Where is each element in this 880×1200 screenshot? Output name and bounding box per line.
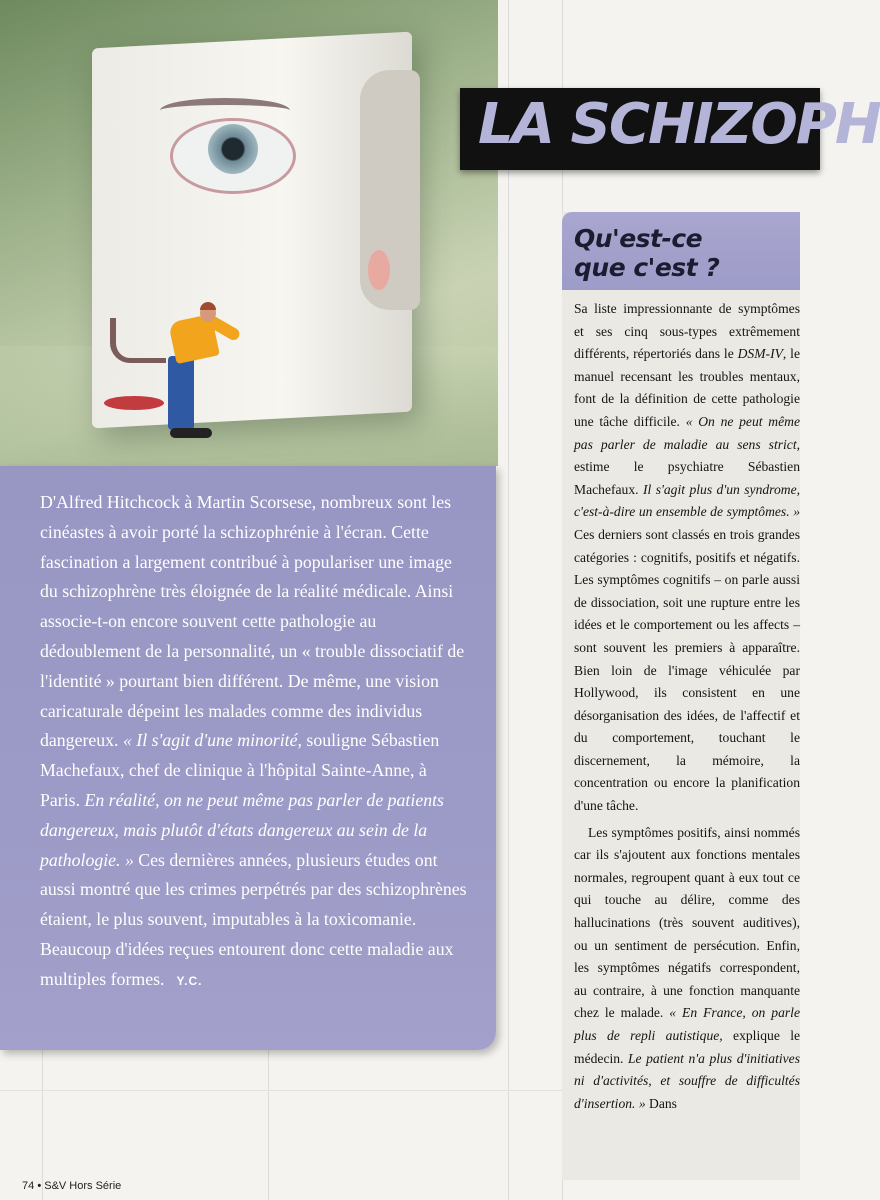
page-folio — [22, 1180, 121, 1192]
page-number: 74 — [22, 1180, 35, 1192]
sidebar-body — [574, 298, 800, 1115]
iris — [208, 124, 258, 174]
figurine-shoes — [170, 428, 212, 438]
quote-span: Le patient n'a plus d'initiatives ni d'activités, et souffre de difficultés d'insertion. » — [574, 1050, 801, 1111]
figurine-legs — [168, 356, 194, 430]
intro-text-a: D'Alfred Hitchcock à Martin Scorsese, nombreux sont les cinéastes à avoir porté la schizophrénie à l'écran. Cette fascination a largement contribué à populariser une image du schizophrène très éloignée de la réalité médicale. Ainsi associe-t-on encore souvent cette pathologie au dédoublement de la personnalité, un « trouble dissociatif de l'identité » pourtant bien différent. De même, une vision caricaturale dépeint les malades comme des individus dangereux. — [40, 492, 465, 751]
publication-name: S&V Hors Série — [44, 1180, 122, 1192]
quote-span: « En France, on parle plus de repli autistique, — [574, 1005, 800, 1043]
intro-box — [0, 466, 496, 1050]
sidebar-paragraph-1 — [574, 298, 800, 818]
sidebar-column — [562, 212, 800, 1180]
text-span: Les symptômes positifs, ainsi nommés car ils s'ajoutent aux fonctions mentales normales, regroupent quant à eux tout ce qui touche au délire, comme des hallucinations (très souvent auditives), ou un sentiment de persécution. Enfin, les symptômes négatifs correspondent, au contraire, à une fonction manquante chez le malade. — [574, 824, 800, 1021]
text-span: explique le médecin. — [574, 1028, 800, 1066]
intro-paragraph — [40, 488, 470, 997]
page-title: LA SCHIZOPH — [478, 92, 880, 157]
sidebar-paragraph-2 — [574, 822, 800, 1116]
sidebar-header — [562, 212, 800, 290]
sidebar-heading-line2: que c'est ? — [574, 253, 720, 282]
title-banner — [460, 88, 880, 170]
text-span: DSM-IV — [737, 346, 783, 362]
text-span: estime le psychiatre Sébastien Machefaux. — [574, 459, 800, 497]
quote-span: Il s'agit plus d'un syndrome, c'est-à-dire un ensemble de symptômes. » — [574, 481, 801, 520]
quote-span: « On ne peut même pas parler de maladie au sens strict, — [574, 413, 800, 452]
sidebar-heading — [574, 224, 774, 282]
intro-quote-2: En réalité, on ne peut même pas parler de patients dangereux, mais plutôt d'états dangereux au sein de la pathologie. » — [40, 789, 444, 870]
grid-line — [508, 0, 509, 1200]
author-signature: Y.C. — [176, 973, 203, 988]
intro-quote-1: « Il s'agit d'une minorité, — [122, 730, 302, 751]
text-span: Ces derniers sont classés en trois grandes catégories : cognitifs, positifs et négatifs. Les symptômes cognitifs – on parle aussi de dissociation, soit une rupture entre les idées et le comportement ou les affects – sont souvent les premiers à apparaître. Bien loin de l'image véhiculée par Hollywood, ils consistent en une désorganisation des idées, de l'affectif et du comportement, touchant le discernement, la mémoire, la concentration ou encore la planification d'une tâche. — [574, 526, 800, 814]
intro-text-c: Ces dernières années, plusieurs études ont aussi montré que les crimes perpétrés par des schizophrènes étaient, le plus souvent, imputables à la toxicomanie. Beaucoup d'idées reçues entourent donc cette maladie aux multiples formes. — [40, 849, 467, 989]
photo-eye-figurine — [0, 0, 498, 466]
ear — [368, 250, 390, 290]
folio-bullet: • — [37, 1180, 42, 1192]
sidebar-heading-line1: Qu'est-ce — [574, 224, 703, 253]
nose — [110, 318, 166, 363]
text-span: Dans — [645, 1095, 677, 1111]
lips — [104, 396, 164, 410]
text-span: , le manuel recensant les troubles mentaux, font de la définition de cette pathologie une tâche difficile. — [574, 346, 800, 429]
text-span: Sa liste impressionnante de symptômes et ses cinq sous-types extrêmement différents, répertoriés dans le — [574, 301, 800, 362]
intro-text-b: souligne Sébastien Machefaux, chef de clinique à l'hôpital Sainte-Anne, à Paris. — [40, 730, 440, 810]
